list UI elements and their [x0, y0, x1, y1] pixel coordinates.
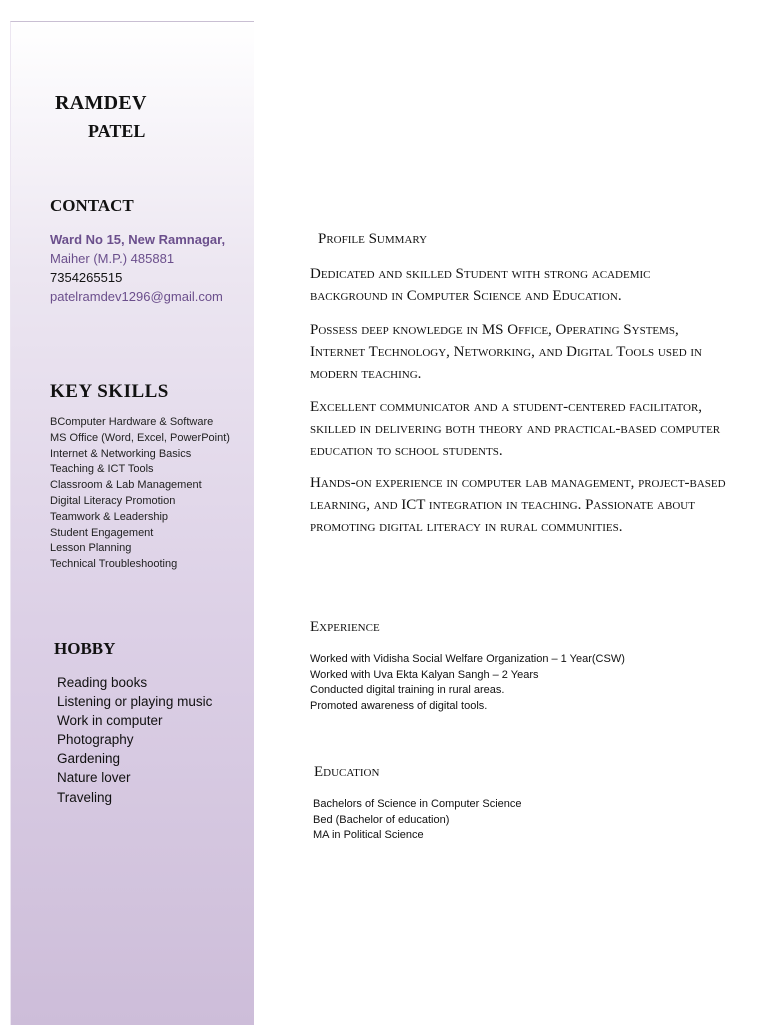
- skill-item: MS Office (Word, Excel, PowerPoint): [50, 431, 230, 444]
- key-skills-list: [50, 415, 230, 573]
- skill-item: Lesson Planning: [50, 542, 132, 555]
- address-line-1: Ward No 15, New Ramnagar,: [50, 232, 226, 247]
- phone-number: 7354265515: [50, 270, 123, 285]
- experience-item: Worked with Uva Ekta Kalyan Sangh – 2 Years: [310, 668, 539, 681]
- hobby-item: Nature lover: [57, 770, 131, 786]
- name-first: RAMDEV: [55, 92, 147, 114]
- skill-item: BComputer Hardware & Software: [50, 416, 214, 428]
- hobby-item: Listening or playing music: [57, 694, 213, 710]
- experience-item: Conducted digital training in rural areas.: [310, 684, 505, 697]
- experience-heading: Experience: [310, 619, 380, 635]
- skill-item: Internet & Networking Basics: [50, 447, 192, 460]
- skill-item: Technical Troubleshooting: [50, 558, 178, 571]
- contact-block: [50, 230, 225, 306]
- hobby-item: Traveling: [57, 789, 113, 805]
- skill-item: Student Engagement: [50, 526, 154, 539]
- experience-item: Promoted awareness of digital tools.: [310, 699, 488, 712]
- profile-paragraph: Excellent communicator and a student-centered facilitator, skilled in delivering both theory and practical-based computer education to school students.: [310, 399, 721, 459]
- contact-heading: CONTACT: [50, 196, 134, 215]
- education-item: Bachelors of Science in Computer Science: [313, 798, 522, 810]
- hobby-item: Work in computer: [57, 713, 163, 729]
- profile-paragraph: Possess deep knowledge in MS Office, Operating Systems, Internet Technology, Networking, and Digital Tools used in modern teaching.: [310, 322, 702, 382]
- education-heading: Education: [314, 764, 380, 780]
- profile-summary-heading: Profile Summary: [318, 231, 428, 247]
- hobby-heading: HOBBY: [54, 639, 116, 658]
- profile-paragraph: Dedicated and skilled Student with strong academic background in Computer Science and Education.: [310, 266, 651, 304]
- experience-list: [310, 652, 625, 714]
- education-item: MA in Political Science: [313, 829, 424, 842]
- hobby-list: [57, 673, 212, 807]
- skill-item: Classroom & Lab Management: [50, 479, 202, 492]
- skill-item: Digital Literacy Promotion: [50, 494, 176, 507]
- name-last: PATEL: [88, 121, 146, 141]
- key-skills-heading: KEY SKILLS: [50, 381, 169, 402]
- profile-paragraph: Hands-on experience in computer lab management, project-based learning, and ICT integration in teaching. Passionate about promoting digital literacy in rural communities.: [310, 475, 726, 535]
- skill-item: Teamwork & Leadership: [50, 510, 169, 523]
- address-line-2: Maiher (M.P.) 485881: [50, 251, 175, 266]
- skill-item: Teaching & ICT Tools: [50, 463, 154, 476]
- experience-item: Worked with Vidisha Social Welfare Organization – 1 Year(CSW): [310, 653, 625, 665]
- hobby-item: Gardening: [57, 751, 121, 767]
- email-address[interactable]: patelramdev1296@gmail.com: [50, 289, 223, 304]
- education-list: [313, 797, 522, 844]
- hobby-item: Photography: [57, 732, 134, 748]
- education-item: Bed (Bachelor of education): [313, 813, 450, 826]
- hobby-item: Reading books: [57, 675, 148, 690]
